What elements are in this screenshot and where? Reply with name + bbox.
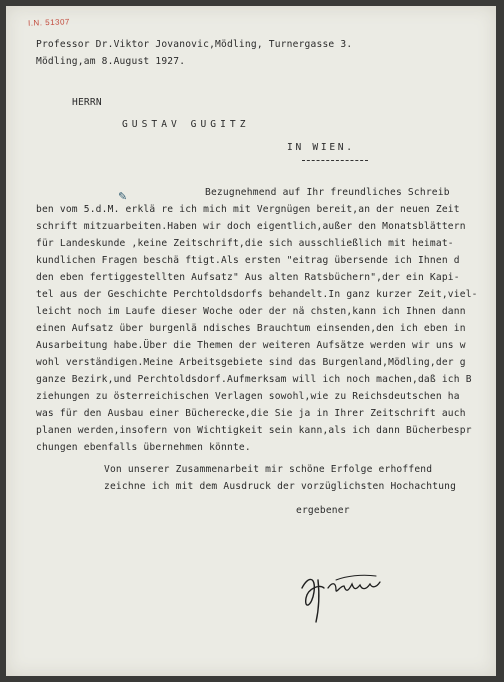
sender-line: Professor Dr.Viktor Jovanovic,Mödling, Turnergasse 3.: [36, 39, 353, 50]
signoff: ergebener: [296, 505, 350, 516]
body-line: wohl verständigen.Meine Arbeitsgebiete sind das Burgenland,Mödling,der g: [36, 357, 466, 368]
body-line: Ausarbeitung habe.Über die Themen der weiteren Aufsätze werden wir uns w: [36, 340, 466, 351]
body-line: planen werden,insofern von Wichtigkeit sein kann,als ich dann Bücherbespr: [36, 425, 472, 436]
letter-page: [6, 6, 496, 676]
body-line: ben vom 5.d.M. erklä re ich mich mit Vergnügen bereit,an der neuen Zeit: [36, 204, 460, 215]
closing-line: zeichne ich mit dem Ausdruck der vorzüglichsten Hochachtung: [104, 481, 457, 492]
recipient-city: IN WIEN.: [287, 142, 355, 153]
recipient-name: GUSTAV GUGITZ: [122, 119, 250, 130]
handwritten-signature: [296, 558, 406, 628]
body-line: was für den Ausbau einer Bücherecke,die Sie ja in Ihrer Zeitschrift auch: [36, 408, 466, 419]
body-line: Bezugnehmend auf Ihr freundliches Schreib: [205, 187, 450, 198]
place-date-line: Mödling,am 8.August 1927.: [36, 56, 186, 67]
archive-number-stamp: I.N. 51307: [27, 17, 71, 28]
body-line: kundlichen Fragen beschä ftigt.Als ersten "eitrag übersende ich Ihnen d: [36, 255, 460, 266]
body-line: tel aus der Geschichte Perchtoldsdorfs behandelt.In ganz kurzer Zeit,viel-: [36, 289, 478, 300]
body-line: für Landeskunde ,keine Zeitschrift,die sich ausschließlich mit heimat-: [36, 238, 454, 249]
body-line: chungen ebenfalls übernehmen könnte.: [36, 442, 251, 453]
body-line: einen Aufsatz über burgenlä ndisches Brauchtum einsenden,den ich eben in: [36, 323, 466, 334]
body-line: schrift mitzuarbeiten.Haben wir doch eigentlich,außer den Monatsblättern: [36, 221, 466, 232]
signature-scrawl-icon: [296, 558, 406, 628]
recipient-salutation: HERRN: [72, 97, 102, 108]
body-line: den eben fertiggestellten Aufsatz" Aus alten Ratsbüchern",der ein Kapi-: [36, 272, 460, 283]
closing-line: Von unserer Zusammenarbeit mir schöne Erfolge erhoffend: [104, 464, 433, 475]
city-underline: [302, 160, 368, 161]
body-line: ganze Bezirk,und Perchtoldsdorf.Aufmerksam will ich noch machen,daß ich B: [36, 374, 472, 385]
body-line: ziehungen zu österreichischen Verlagen sowohl,wie zu Reichsdeutschen ha: [36, 391, 460, 402]
body-line: leicht noch im Laufe dieser Woche oder der nä chsten,kann ich Ihnen dann: [36, 306, 466, 317]
pencil-mark-icon: ✎: [118, 190, 128, 203]
